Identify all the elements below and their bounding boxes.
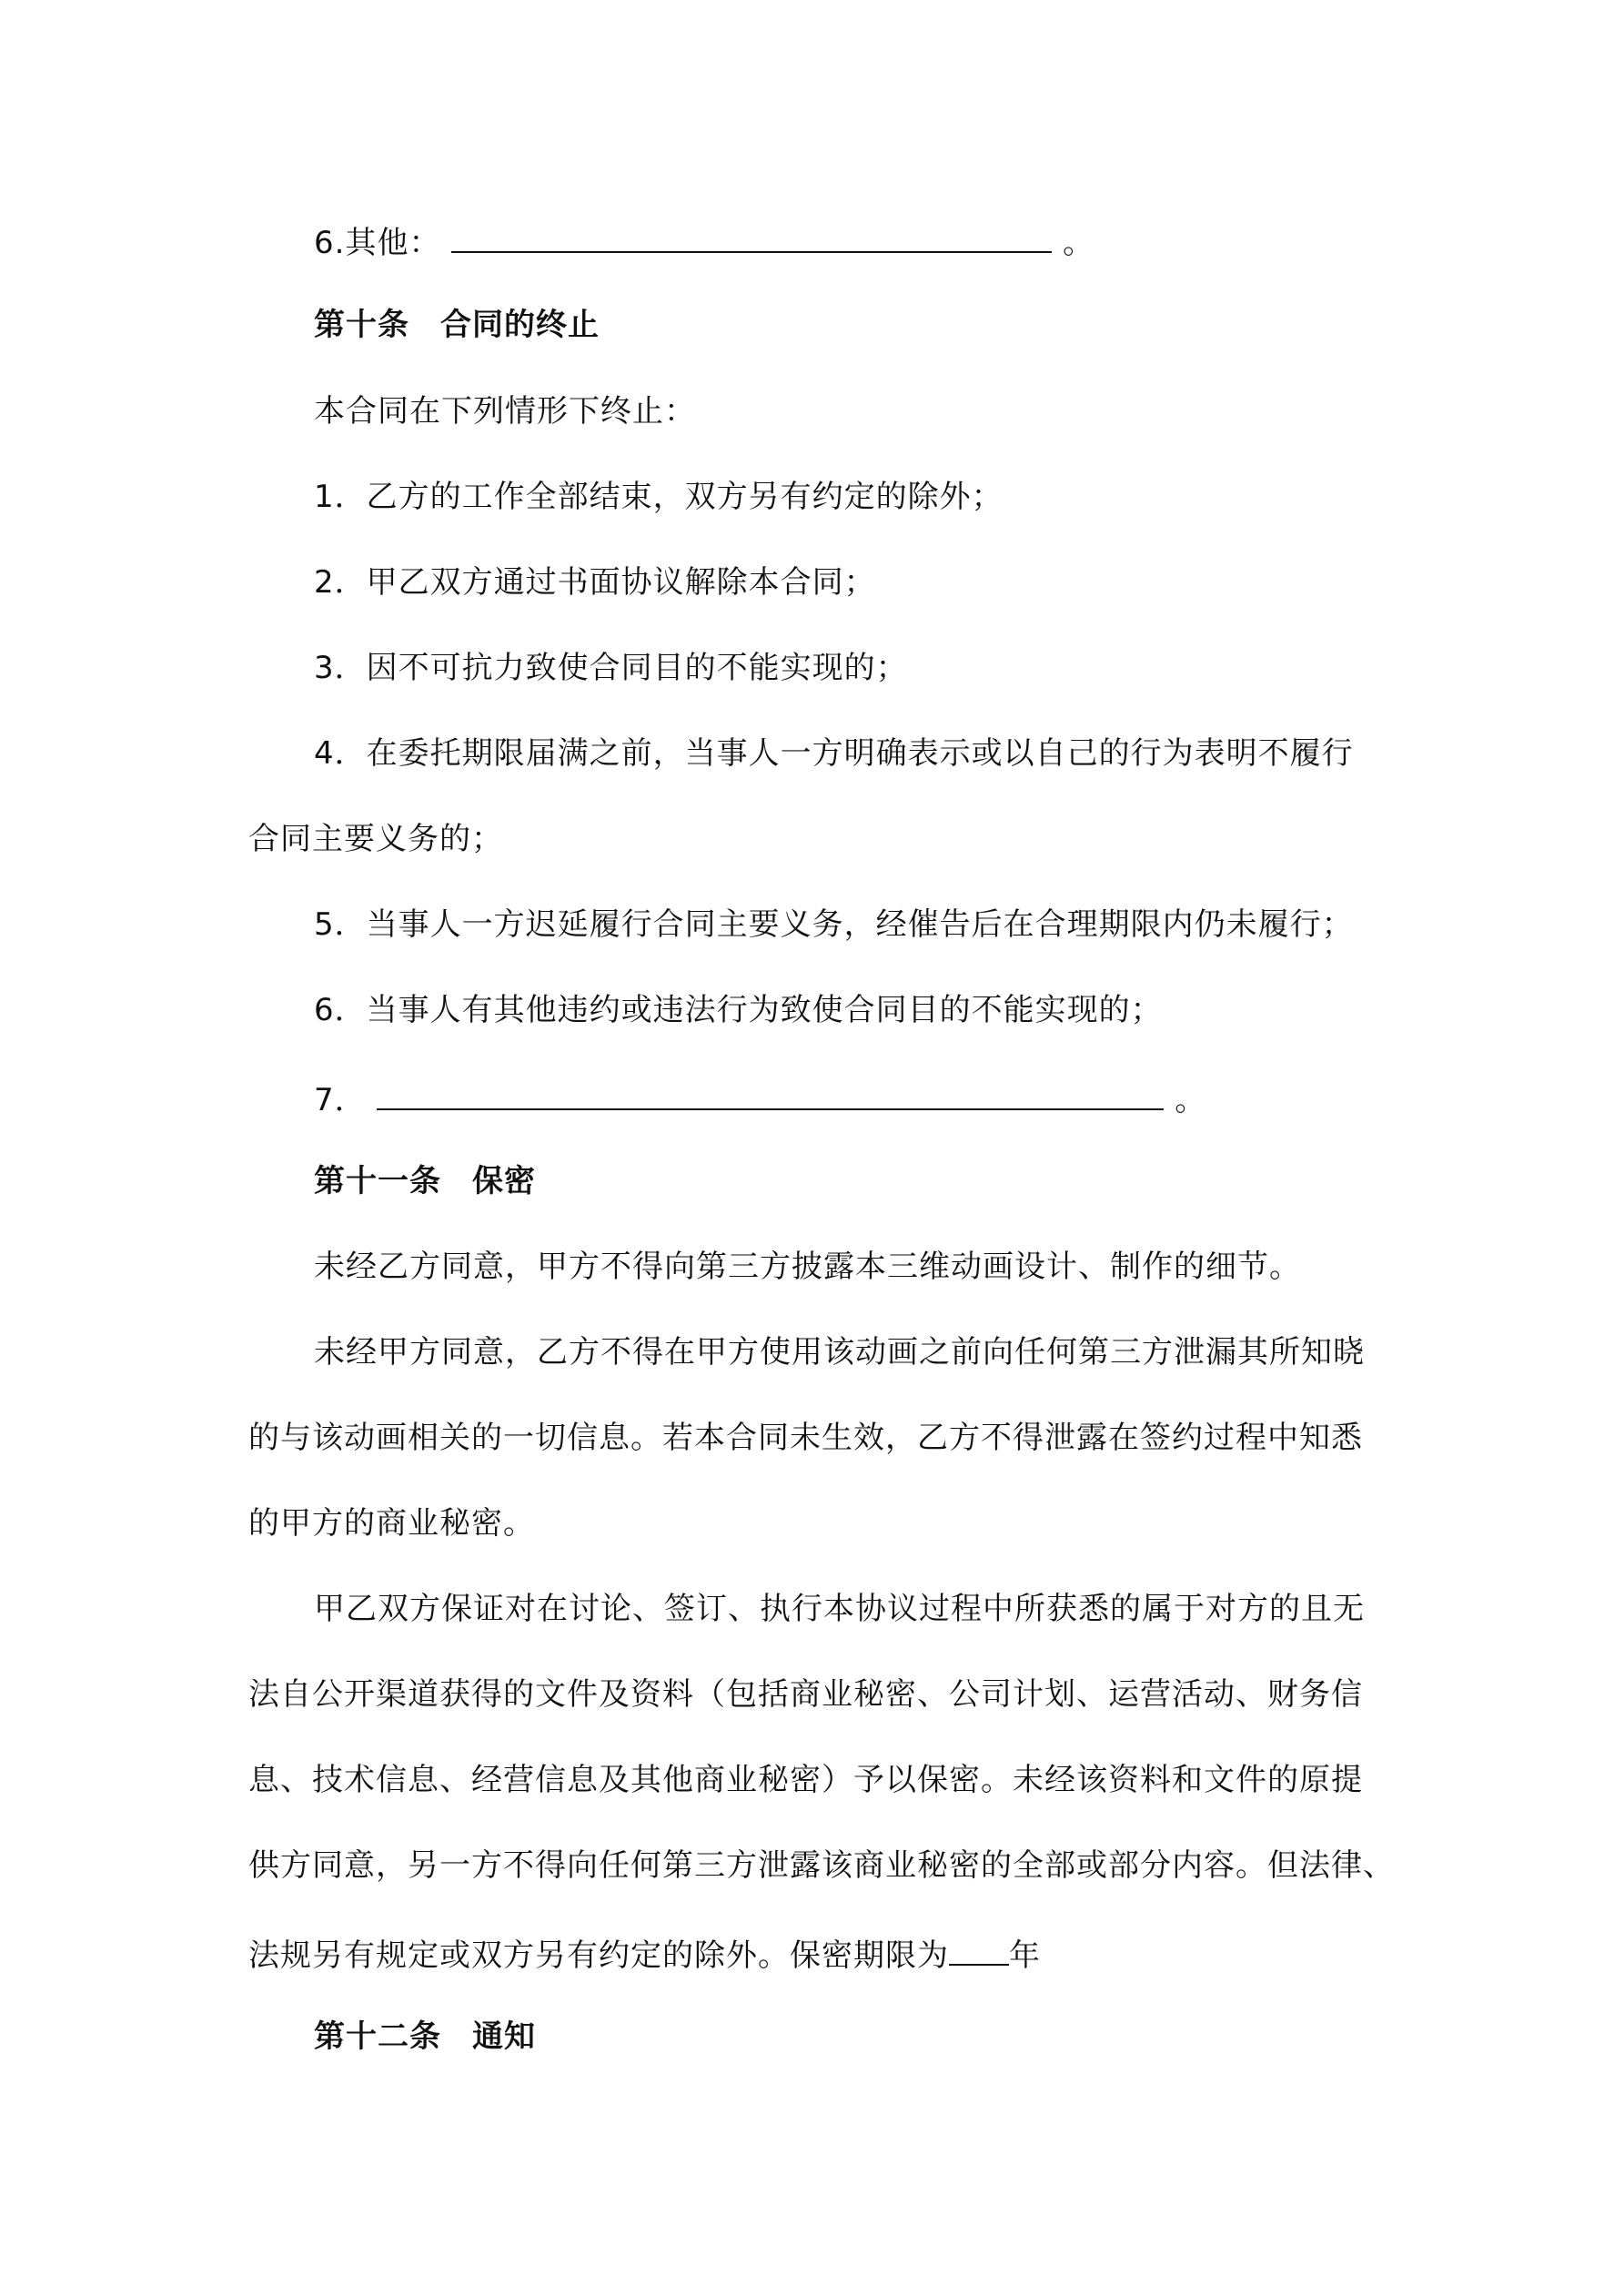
article10-title: 合同的终止 — [440, 307, 600, 343]
article10-item-7-blank — [377, 1076, 1164, 1110]
article10-item-7-label: 7． — [314, 1082, 367, 1118]
other-item-blank — [451, 218, 1052, 253]
article10-item-5: 5．当事人一方迟延履行合同主要义务，经催告后在合理期限内仍未履行； — [314, 906, 1354, 943]
article12-number: 第十二条 — [314, 2018, 441, 2055]
article10-number: 第十条 — [314, 307, 409, 343]
article10-item-7-end: 。 — [1175, 1082, 1207, 1118]
other-item-line — [314, 218, 1094, 263]
other-item-end: 。 — [1063, 225, 1095, 261]
article10-item-2: 2．甲乙双方通过书面协议解除本合同； — [314, 564, 876, 601]
article12-heading — [314, 2017, 536, 2057]
article11-heading — [314, 1161, 536, 1201]
article11-para2-line1: 未经甲方同意，乙方不得在甲方使用该动画之前向任何第三方泄漏其所知晓 — [314, 1334, 1365, 1371]
article10-item-3: 3．因不可抗力致使合同目的不能实现的； — [314, 650, 908, 686]
article10-item-6: 6．当事人有其他违约或违法行为致使合同目的不能实现的； — [314, 992, 1163, 1028]
other-item-label: 6.其他： — [314, 225, 441, 261]
article10-item-4: 4．在委托期限届满之前，当事人一方明确表示或以自己的行为表明不履行 — [314, 735, 1354, 772]
article11-para3-line4: 供方同意，另一方不得向任何第三方泄露该商业秘密的全部或部分内容。但法律、 — [248, 1847, 1395, 1884]
article10-intro: 本合同在下列情形下终止： — [314, 393, 696, 430]
article11-term-end: 年 — [1009, 1937, 1041, 1974]
article11-para1: 未经乙方同意，甲方不得向第三方披露本三维动画设计、制作的细节。 — [314, 1249, 1301, 1285]
article10-heading — [314, 305, 600, 345]
article11-term-text: 法规另有规定或双方另有约定的除外。保密期限为 — [248, 1937, 949, 1974]
article10-item-7 — [314, 1076, 1206, 1120]
article10-item-1: 1．乙方的工作全部结束，双方另有约定的除外； — [314, 479, 1004, 515]
article12-title: 通知 — [472, 2018, 536, 2055]
article11-title: 保密 — [472, 1163, 536, 1199]
article11-number: 第十一条 — [314, 1163, 441, 1199]
article10-item-4-cont: 合同主要义务的； — [248, 821, 503, 857]
article11-para3-line3: 息、技术信息、经营信息及其他商业秘密）予以保密。未经该资料和文件的原提 — [248, 1762, 1363, 1798]
article11-para3-line1: 甲乙双方保证对在讨论、签订、执行本协议过程中所获悉的属于对方的且无 — [314, 1591, 1365, 1627]
article11-para2-line2: 的与该动画相关的一切信息。若本合同未生效，乙方不得泄露在签约过程中知悉 — [248, 1420, 1363, 1456]
article11-para2-line3: 的甲方的商业秘密。 — [248, 1505, 535, 1542]
article11-para3-line5 — [248, 1931, 1041, 1976]
article11-para3-line2: 法自公开渠道获得的文件及资料（包括商业秘密、公司计划、运营活动、财务信 — [248, 1676, 1363, 1713]
article11-term-blank — [949, 1931, 1009, 1966]
